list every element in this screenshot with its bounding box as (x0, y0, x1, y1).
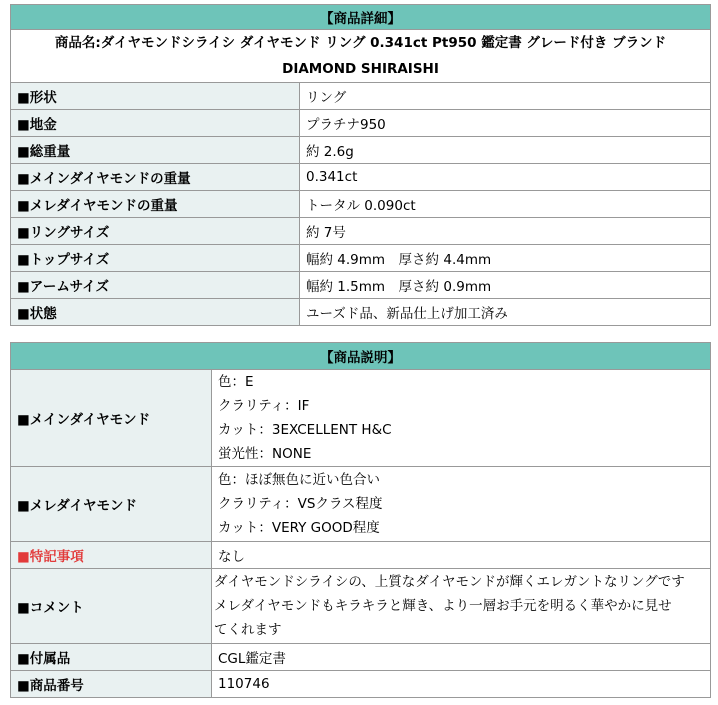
melee-diamond-label: ■メレダイヤモンド (11, 467, 212, 542)
row-label-melee-diamond-weight: ■メレダイヤモンドの重量 (11, 191, 300, 218)
row-label-main-diamond-weight: ■メインダイヤモンドの重量 (11, 164, 300, 191)
product-number-label: ■商品番号 (11, 671, 212, 698)
product-details-table (10, 4, 711, 326)
comment-text (212, 569, 711, 644)
main-diamond-specs (212, 370, 711, 467)
row-value-top-size: 幅約 4.9mm 厚さ約 4.4mm (300, 245, 711, 272)
main-diamond-fluorescence: 蛍光性：NONE (218, 446, 312, 462)
row-value-ring-size: 約 7号 (300, 218, 711, 245)
special-notes-label: ■特記事項 (11, 542, 212, 569)
details-header: 【商品詳細】 (11, 5, 711, 30)
special-notes-value: なし (212, 542, 711, 569)
melee-diamond-specs (212, 467, 711, 542)
product-name-line-1: 商品名:ダイヤモンドシライシ ダイヤモンド リング 0.341ct Pt950 鑑定書 グレード付き ブランド (54, 35, 667, 51)
melee-diamond-clarity: クラリティ：VSクラス程度 (218, 496, 383, 512)
row-label-condition: ■状態 (11, 299, 300, 326)
row-value-metal: プラチナ950 (300, 110, 711, 137)
description-header: 【商品説明】 (11, 343, 711, 370)
comment-line-2: メレダイヤモンドもキラキラと輝き、より一層お手元を明るく華やかに見せ (214, 598, 672, 614)
comment-line-3: てくれます (214, 622, 282, 638)
row-label-metal: ■地金 (11, 110, 300, 137)
row-label-total-weight: ■総重量 (11, 137, 300, 164)
comment-label: ■コメント (11, 569, 212, 644)
row-value-shape: リング (300, 83, 711, 110)
row-label-arm-size: ■アームサイズ (11, 272, 300, 299)
row-label-top-size: ■トップサイズ (11, 245, 300, 272)
comment-line-1: ダイヤモンドシライシの、上質なダイヤモンドが輝くエレガントなリングです (214, 574, 685, 590)
main-diamond-cut: カット：3EXCELLENT H&C (218, 422, 392, 438)
row-value-arm-size: 幅約 1.5mm 厚さ約 0.9mm (300, 272, 711, 299)
row-label-ring-size: ■リングサイズ (11, 218, 300, 245)
product-name (11, 30, 711, 83)
melee-diamond-cut: カット：VERY GOOD程度 (218, 520, 380, 536)
row-value-condition: ユーズド品、新品仕上げ加工済み (300, 299, 711, 326)
main-diamond-color: 色：E (218, 374, 254, 390)
row-value-melee-diamond-weight: トータル 0.090ct (300, 191, 711, 218)
product-description-table (10, 342, 711, 698)
main-diamond-clarity: クラリティ：IF (218, 398, 310, 414)
row-value-total-weight: 約 2.6g (300, 137, 711, 164)
main-diamond-label: ■メインダイヤモンド (11, 370, 212, 467)
product-name-line-2: DIAMOND SHIRAISHI (282, 61, 439, 77)
melee-diamond-color: 色：ほぼ無色に近い色合い (218, 472, 380, 488)
product-number-value: 110746 (212, 671, 711, 698)
accessories-label: ■付属品 (11, 644, 212, 671)
accessories-value: CGL鑑定書 (212, 644, 711, 671)
row-value-main-diamond-weight: 0.341ct (300, 164, 711, 191)
row-label-shape: ■形状 (11, 83, 300, 110)
